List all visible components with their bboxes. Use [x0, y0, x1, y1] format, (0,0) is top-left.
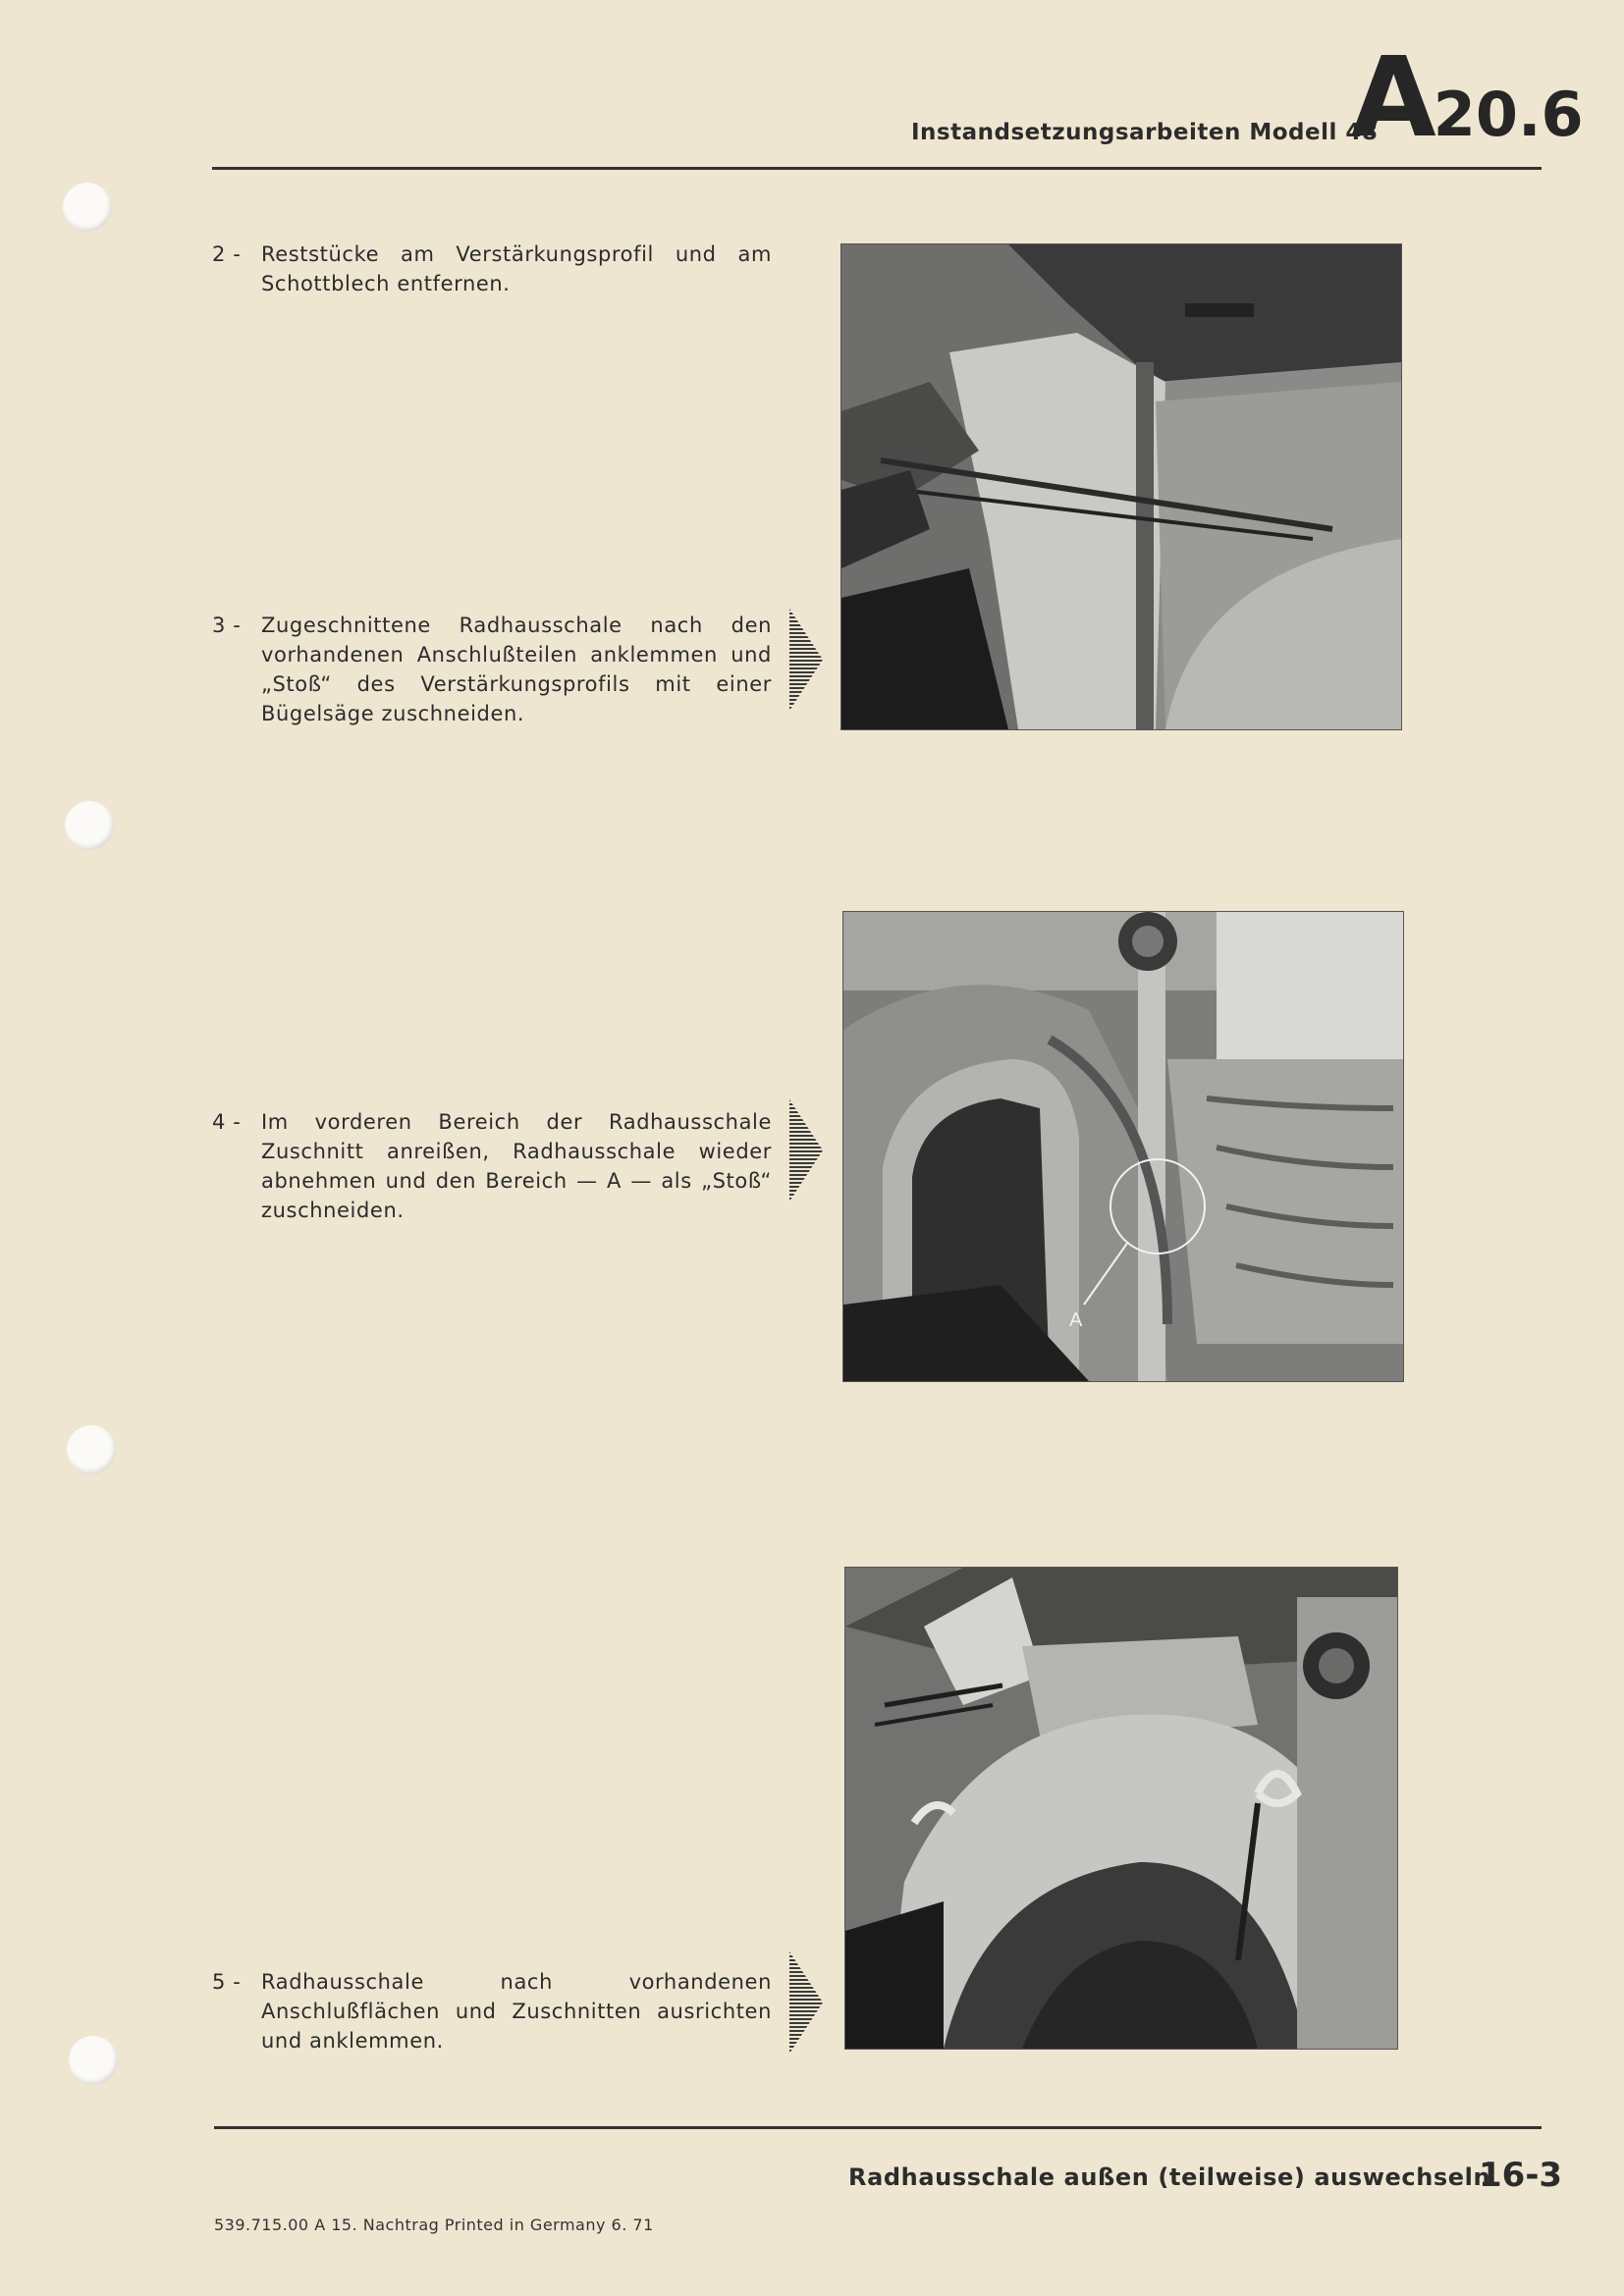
header-rule — [212, 167, 1542, 170]
step-number: 4 - — [212, 1110, 242, 1134]
step-number: 5 - — [212, 1970, 242, 1994]
section-code-letter: A — [1351, 34, 1434, 162]
step-text: Im vorderen Bereich der Radhausschale Zuschnitt anreißen, Radhausschale wieder abnehmen und den Bereich — A — als „Stoß“ zuschneiden. — [261, 1110, 772, 1222]
footer-rule — [214, 2126, 1542, 2129]
pointer-arrow-icon — [789, 1951, 823, 2054]
step-number: 3 - — [212, 614, 242, 637]
section-code-number: 20.6 — [1433, 79, 1584, 150]
step-3 — [212, 611, 772, 728]
step-text: Reststücke am Verstärkungsprofil und am Schottblech entfernen. — [261, 242, 772, 295]
binder-hole — [63, 183, 112, 232]
photo-step-5 — [844, 1567, 1398, 2050]
step-text: Zugeschnittene Radhausschale nach den vorhandenen Anschlußteilen anklemmen und „Stoß“ des Verstärkungsprofils mit einer Bügelsäge zuschneiden. — [261, 614, 772, 725]
step-5 — [212, 1967, 772, 2056]
pointer-arrow-icon — [789, 1099, 823, 1201]
photo-step-4 — [842, 911, 1404, 1382]
photo-label-a: A — [1069, 1309, 1083, 1331]
page-number: 16-3 — [1479, 2156, 1563, 2195]
step-number: 2 - — [212, 242, 242, 266]
section-code — [1351, 34, 1584, 162]
binder-hole — [69, 2036, 118, 2085]
pointer-arrow-icon — [789, 609, 823, 711]
footer-title: Radhausschale außen (teilweise) auswechseln — [848, 2163, 1491, 2191]
binder-hole — [65, 801, 114, 850]
photo-step-3 — [840, 243, 1402, 730]
print-info: 539.715.00 A 15. Nachtrag Printed in Germany 6. 71 — [214, 2216, 654, 2234]
binder-hole — [67, 1425, 116, 1474]
header-title: Instandsetzungsarbeiten Modell 48 — [911, 120, 1379, 145]
step-2 — [212, 240, 772, 298]
step-4 — [212, 1107, 772, 1225]
step-text: Radhausschale nach vorhandenen Anschlußflächen und Zuschnitten ausrichten und anklemmen. — [261, 1970, 772, 2053]
